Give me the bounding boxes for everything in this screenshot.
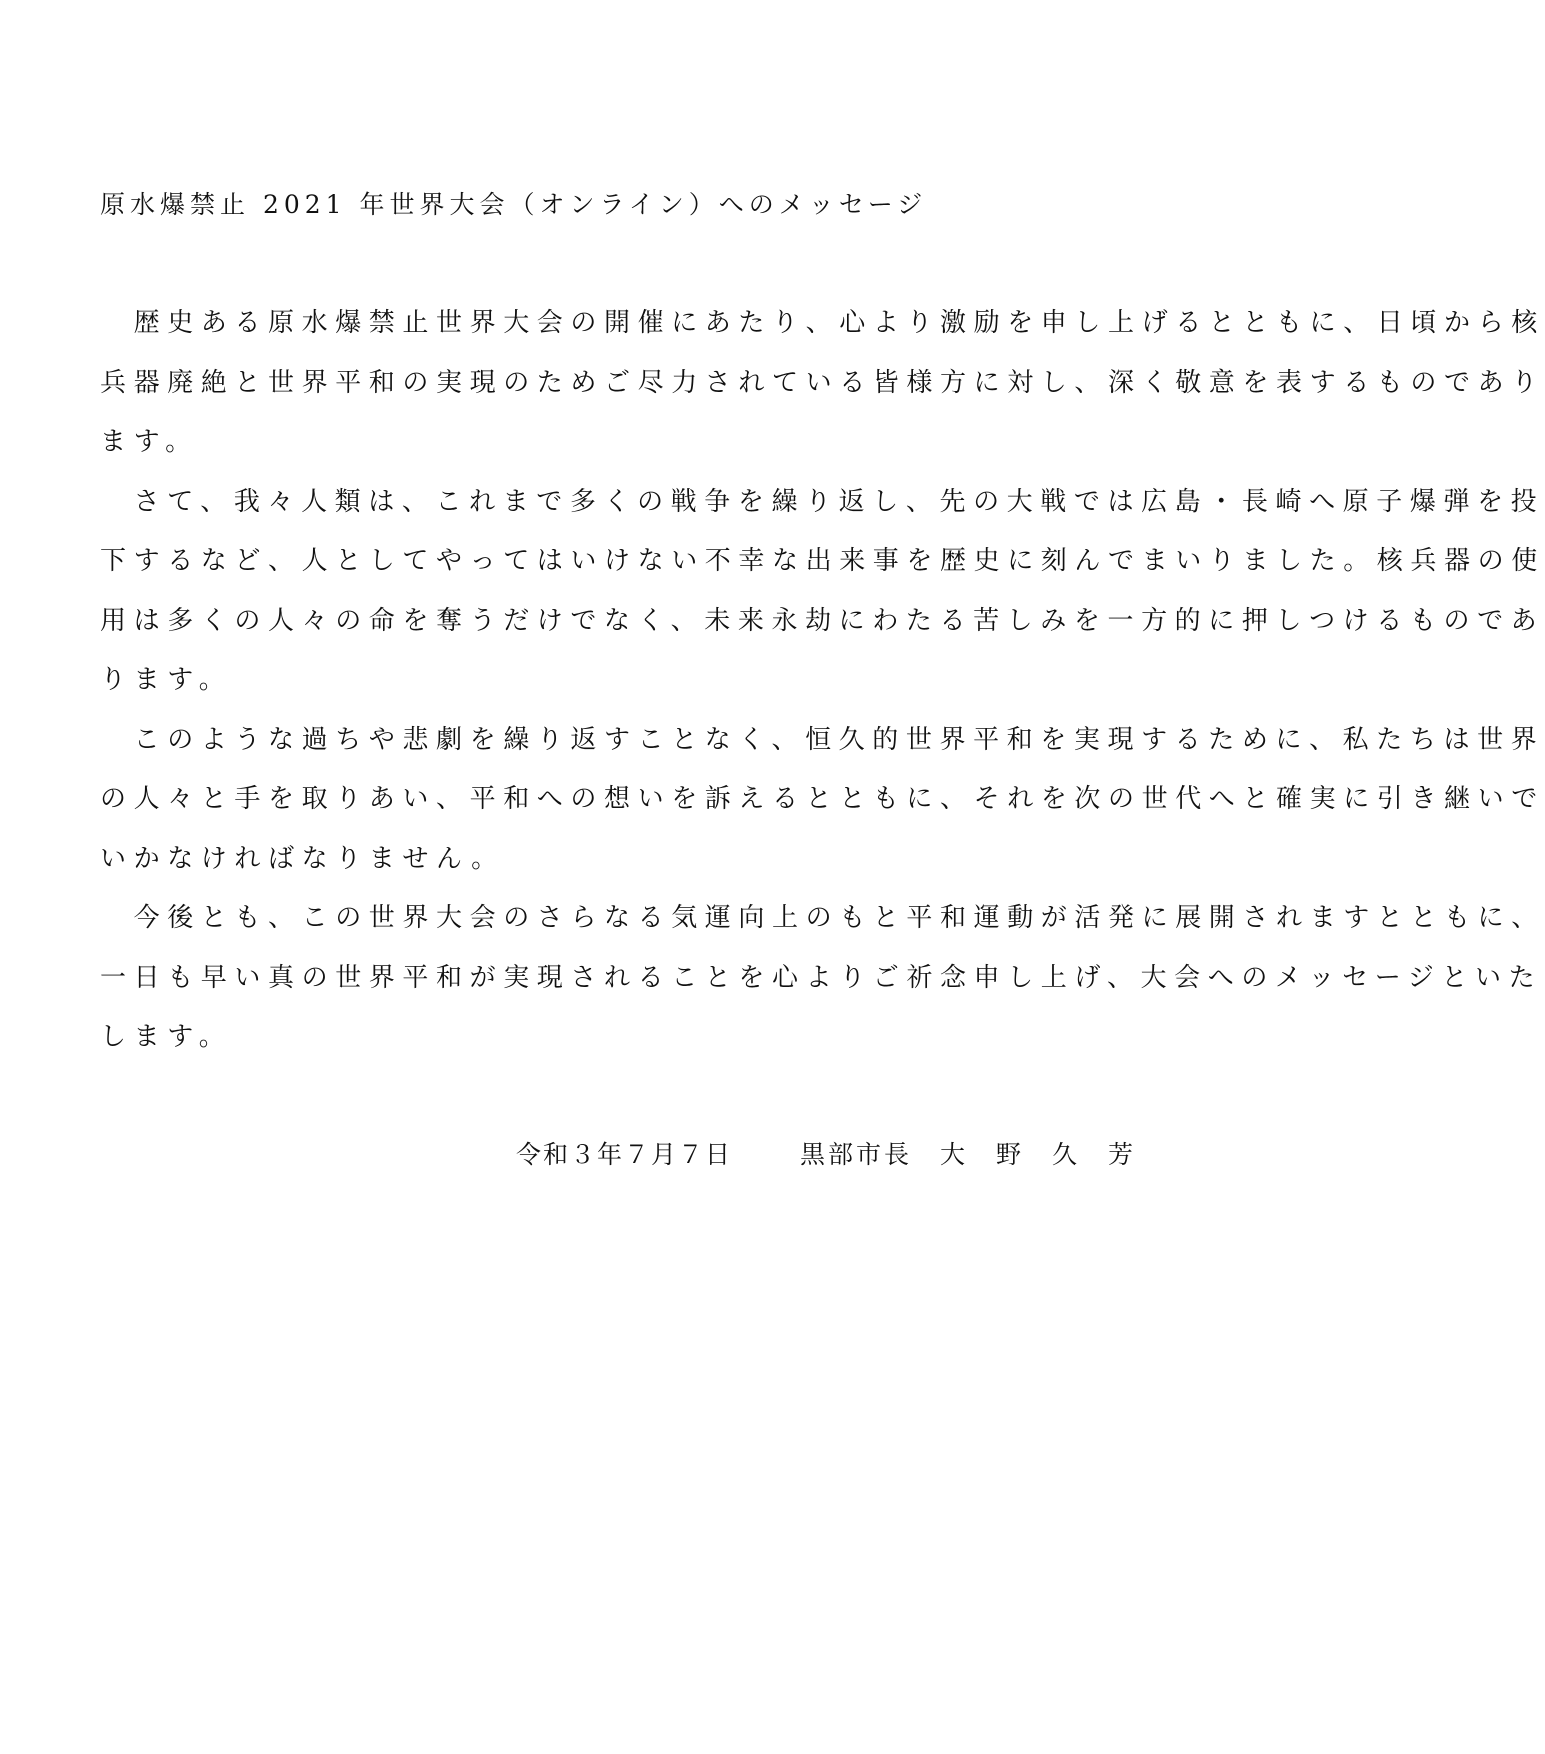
paragraph-3 bbox=[100, 723, 1545, 902]
closing-line bbox=[516, 1138, 1136, 1172]
paragraph-4 bbox=[100, 901, 1545, 1080]
paragraph-line: ます。 bbox=[100, 427, 199, 457]
paragraph-line: します。 bbox=[100, 1022, 233, 1052]
paragraph-line: ります。 bbox=[100, 665, 233, 695]
document-title: 原水爆禁止 2021 年世界大会（オンライン）へのメッセージ bbox=[100, 190, 928, 219]
message-body bbox=[100, 306, 1545, 1080]
paragraph-line: いかなければなりません。 bbox=[100, 843, 505, 874]
signature: 黒部市長 大 野 久 芳 bbox=[800, 1140, 1137, 1169]
paragraph-line: 今後とも、この世界大会のさらなる気運向上のもと平和運動が活発に展開されますとともに、 bbox=[100, 903, 1545, 933]
paragraph-line: 下するなど、人としてやってはいけない不幸な出来事を歴史に刻んでまいりました。核兵器の使 bbox=[100, 546, 1545, 576]
paragraph-2 bbox=[100, 485, 1545, 723]
paragraph-line: 用は多くの人々の命を奪うだけでなく、未来永劫にわたる苦しみを一方的に押しつけるものであ bbox=[100, 605, 1545, 636]
paragraph-line: の人々と手を取りあい、平和への想いを訴えるとともに、それを次の世代へと確実に引き継いで bbox=[100, 784, 1545, 814]
paragraph-line: 兵器廃絶と世界平和の実現のためご尽力されている皆様方に対し、深く敬意を表するものであり bbox=[100, 367, 1545, 398]
paragraph-1 bbox=[100, 306, 1545, 485]
paragraph-line: 一日も早い真の世界平和が実現されることを心よりご祈念申し上げ、大会へのメッセージといた bbox=[100, 962, 1543, 993]
paragraph-line: このような過ちや悲劇を繰り返すことなく、恒久的世界平和を実現するために、私たちは世界 bbox=[100, 724, 1545, 755]
date: 令和３年７月７日 bbox=[516, 1140, 733, 1169]
paragraph-line: さて、我々人類は、これまで多くの戦争を繰り返し、先の大戦では広島・長崎へ原子爆弾を投 bbox=[100, 486, 1545, 517]
paragraph-line: 歴史ある原水爆禁止世界大会の開催にあたり、心より激励を申し上げるとともに、日頃から核 bbox=[100, 308, 1545, 338]
